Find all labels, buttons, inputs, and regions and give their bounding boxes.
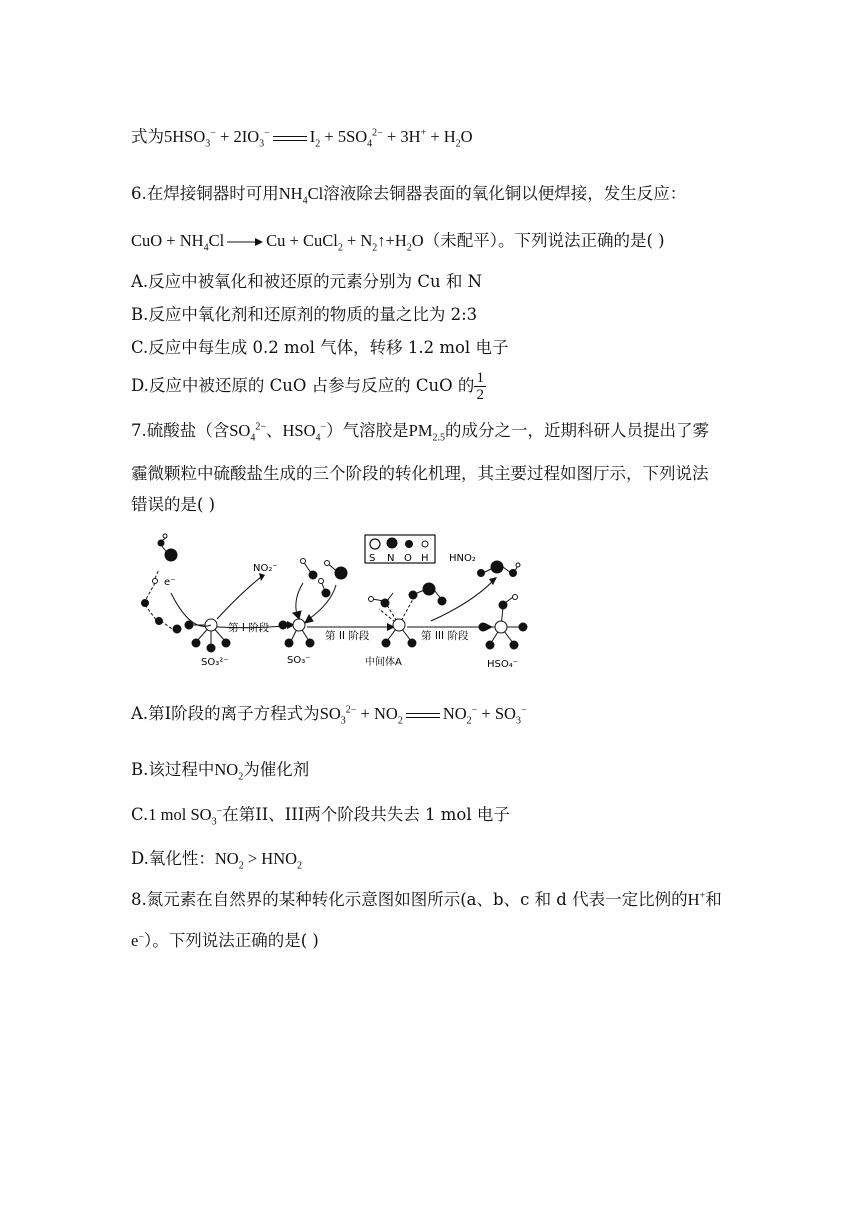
q8-stem-line1 bbox=[131, 889, 722, 911]
sulfite-ion-molecule bbox=[185, 619, 230, 652]
hno2-molecule bbox=[478, 561, 521, 577]
stage-2-label: 第 II 阶段 bbox=[325, 630, 370, 642]
q7-option-c-text-a: C. bbox=[131, 805, 149, 824]
q6-option-b[interactable]: B.反应中氧化剂和还原剂的物质的量之比为 2:3 bbox=[131, 305, 478, 324]
q7-option-b[interactable] bbox=[131, 759, 309, 781]
q6-stem-line1 bbox=[131, 183, 686, 205]
q7-stem-line3: 错误的是( ) bbox=[131, 495, 216, 514]
q7-stem-line2: 霾微颗粒中硫酸盐生成的三个阶段的转化机理，其主要过程如图厅示，下列说法 bbox=[131, 464, 709, 483]
pm25-formula: $PM_{2.5}$ bbox=[408, 421, 445, 444]
q7-option-a-text: A.第Ⅰ阶段的离子方程式为 bbox=[131, 704, 320, 723]
nh4cl-formula: $NH_4Cl$ bbox=[278, 184, 324, 207]
q7-stem-text-c: 的成分之一，近期科研人员提出了雾 bbox=[445, 421, 709, 440]
equation-iodate: $5HSO_3^- + 2IO_3^-$ $I_2 + 5SO_4^{2-} + 3H^+ + H_2O$ bbox=[164, 127, 473, 150]
oxidizing-comparison: $NO_2 > HNO_2$ bbox=[214, 849, 303, 872]
intermediate-a-label: 中间体A bbox=[365, 657, 402, 668]
h-plus-formula: H+ bbox=[687, 890, 706, 909]
q7-stem-line1 bbox=[131, 420, 709, 442]
sulfite-radical-molecule bbox=[279, 619, 314, 647]
q7-stem-text-b: ）气溶胶是 bbox=[326, 421, 409, 440]
legend-n: N bbox=[387, 553, 395, 564]
q7-option-c-text-b: 在第II、III两个阶段共失去 1 mol 电子 bbox=[222, 805, 510, 824]
stage-1-label: 第 I 阶段 bbox=[228, 622, 270, 634]
q6-option-d-text: D.反应中被还原的 CuO 占参与反应的 CuO 的 bbox=[131, 376, 475, 395]
q7-option-b-text-b: 为催化剂 bbox=[243, 760, 310, 779]
q8-stem-text-a: 8.氮元素在自然界的某种转化示意图如图所示(a、b、c 和 d 代表一定比例的 bbox=[131, 890, 688, 909]
bisulfate-ion-molecule bbox=[479, 595, 527, 650]
q7-option-b-text-a: B.该过程中 bbox=[131, 760, 215, 779]
sulfur-atom-icon bbox=[370, 539, 380, 549]
q7-option-c[interactable] bbox=[131, 804, 510, 826]
electron-formula: e− bbox=[131, 931, 144, 950]
sulfate-ions-formula: $SO_4^{2-}$、$HSO_4^-$ bbox=[229, 421, 327, 444]
q7-stem-text-a: 7.硫酸盐（含 bbox=[131, 421, 230, 440]
stage1-ionic-equation: $SO_3^{2-} + NO_2$ $NO_2^- + SO_3^-$ bbox=[319, 704, 527, 727]
q7-option-d-text: D.氧化性： bbox=[131, 849, 215, 868]
atom-legend bbox=[365, 535, 435, 564]
sulfate-mechanism-diagram bbox=[131, 533, 531, 673]
no2-formula: $NO_2$ bbox=[214, 760, 244, 783]
q6-stem-text-a: 6.在焊接铜器时可用 bbox=[131, 184, 279, 203]
hno2-label: HNO₂ bbox=[449, 553, 476, 564]
q8-stem-line2 bbox=[131, 930, 319, 952]
q6-option-a[interactable]: A.反应中被氧化和被还原的元素分别为 Cu 和 N bbox=[131, 272, 483, 291]
q6-stem-line2 bbox=[131, 230, 665, 252]
q6-stem-text-b: 溶液除去铜器表面的氧化铜以便焊接，发生反应： bbox=[323, 184, 687, 203]
no2-molecules bbox=[293, 559, 347, 624]
oxygen-atom-icon bbox=[405, 540, 413, 548]
hso4-label: HSO₄⁻ bbox=[487, 659, 519, 670]
line-lead: 式为 bbox=[131, 127, 164, 146]
nitrogen-atom-icon bbox=[387, 538, 398, 549]
q6-stem-text-c: （未配平）。下列说法正确的是( ) bbox=[423, 231, 665, 250]
fraction-one-half bbox=[474, 370, 486, 403]
reaction-arrow-icon bbox=[227, 237, 263, 247]
q7-option-a[interactable] bbox=[131, 703, 527, 725]
fraction-numerator: 1 bbox=[476, 370, 484, 386]
equation-line-continued bbox=[131, 126, 473, 148]
mol-so3-formula: 1 mol $SO_3^-$ bbox=[148, 805, 223, 828]
electron-label: e⁻ bbox=[164, 577, 176, 588]
no2-minus-label: NO₂⁻ bbox=[253, 563, 278, 574]
q8-stem-text-c: ）。下列说法正确的是( ) bbox=[143, 931, 319, 950]
q6-reaction-equation: CuO + $NH_4Cl$ Cu + CuCl$_2$ + $N_2↑+H_2O$ bbox=[131, 231, 424, 254]
fraction-denominator: 2 bbox=[476, 387, 484, 403]
hydrogen-atom-icon bbox=[422, 541, 428, 547]
q6-option-c[interactable]: C.反应中每生成 0.2 mol 气体，转移 1.2 mol 电子 bbox=[131, 338, 509, 357]
q8-stem-text-b: 和 bbox=[705, 890, 722, 909]
so3-minus-label: SO₃⁻ bbox=[287, 655, 311, 666]
legend-o: O bbox=[404, 553, 412, 564]
stage-3-label: 第 III 阶段 bbox=[421, 630, 469, 642]
so3-2-label: SO₃²⁻ bbox=[201, 657, 229, 668]
legend-h: H bbox=[421, 553, 429, 564]
legend-s: S bbox=[369, 553, 376, 564]
q6-option-d[interactable] bbox=[131, 366, 486, 406]
q7-option-d[interactable] bbox=[131, 848, 302, 870]
